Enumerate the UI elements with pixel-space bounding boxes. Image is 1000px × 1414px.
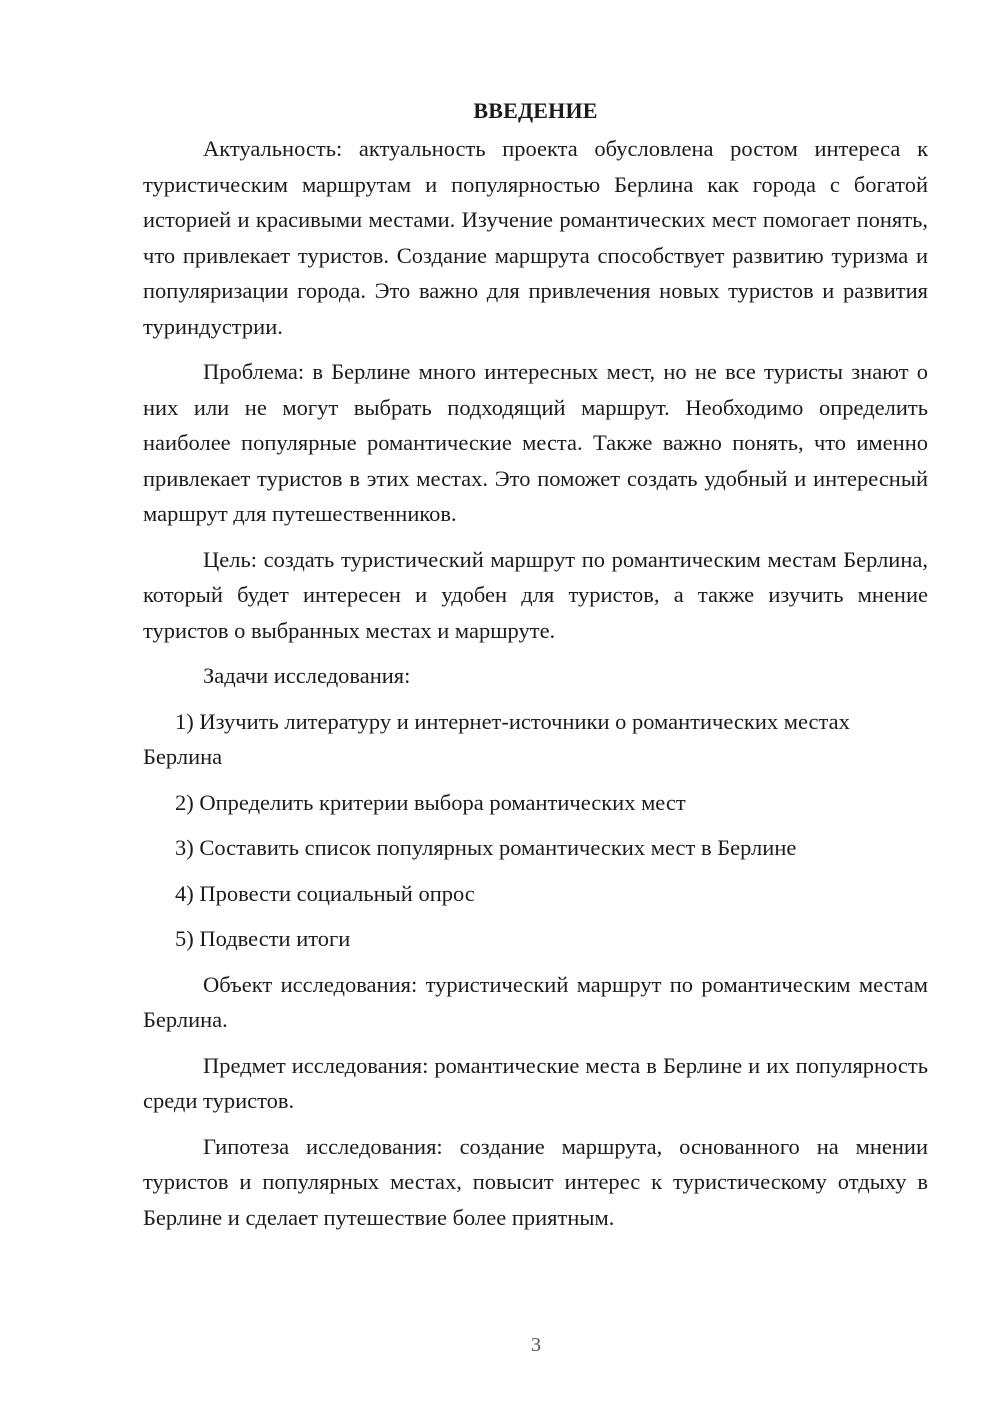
task-item-4: 4) Провести социальный опрос [175,880,475,906]
relevance-paragraph: Актуальность: актуальность проекта обусловлена ростом интереса к туристическим маршрутам и популярностью Берлина как города с богатой историей и красивыми местами. Изучение романтических мест помогает понять, что привлекает туристов. Создание маршрута способствует развитию туризма и популяризации города. Это важно для привлечения новых туристов и развития туриндустрии. [143,136,928,339]
task-item-3: 3) Составить список популярных романтических мест в Берлине [175,835,797,860]
section-heading: ВВЕДЕНИЕ [473,98,598,123]
research-hypothesis-paragraph: Гипотеза исследования: создание маршрута, основанного на мнении туристов и популярных местах, повысит интерес к туристическому отдыху в Берлине и сделает путешествие более приятным. [143,1133,928,1230]
page-number: 3 [531,1334,541,1356]
task-item-2: 2) Определить критерии выбора романтических мест [175,789,686,815]
task-item-1: 1) Изучить литературу и интернет-источники о романтических местах Берлина [143,708,850,769]
research-subject-paragraph: Предмет исследования: романтические места в Берлине и их популярность среди туристов. [143,1052,928,1113]
tasks-intro: Задачи исследования: [203,663,411,688]
page-content [143,96,928,1245]
research-object-paragraph: Объект исследования: туристический маршрут по романтическим местам Берлина. [143,971,928,1032]
goal-paragraph: Цель: создать туристический маршрут по романтическим местам Берлина, который будет интересен и удобен для туристов, а также изучить мнение туристов о выбранных местах и маршруте. [143,546,928,643]
problem-paragraph: Проблема: в Берлине много интересных мест, но не все туристы знают о них или не могут выбрать подходящий маршрут. Необходимо определить наиболее популярные романтические места. Также важно понять, что именно привлекает туристов в этих местах. Это поможет создать удобный и интересный маршрут для путешественников. [143,359,928,526]
task-item-5: 5) Подвести итоги [175,926,351,951]
